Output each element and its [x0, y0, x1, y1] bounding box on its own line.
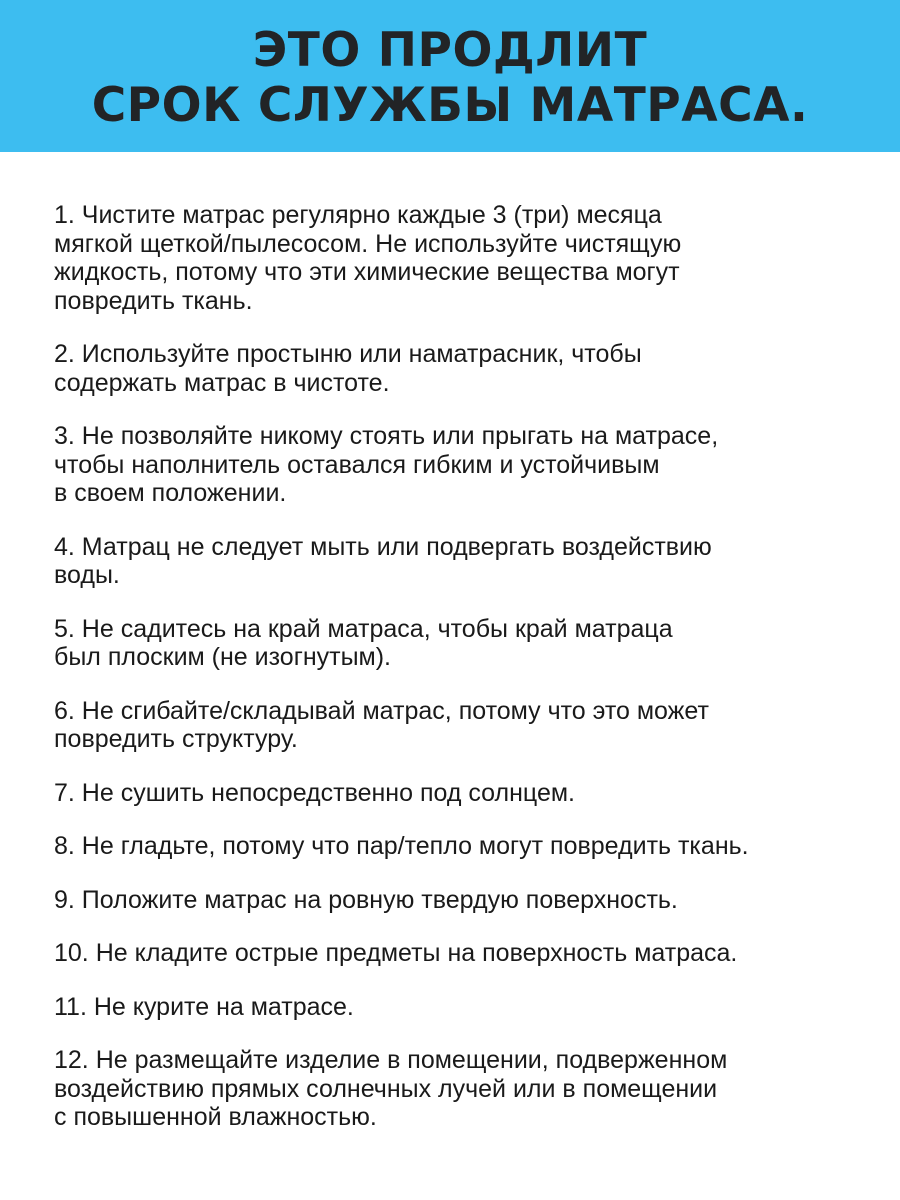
instruction-text-line: воздействию прямых солнечных лучей или в помещении: [54, 1074, 718, 1103]
instruction-item-12: [54, 1046, 894, 1132]
instruction-item-4: [54, 533, 894, 590]
instruction-item-1: [54, 201, 894, 315]
instruction-text-line: 5. Не садитесь на край матраса, чтобы край матраца: [54, 614, 673, 643]
instruction-text-line: 8. Не гладьте, потому что пар/тепло могут повредить ткань.: [54, 832, 749, 860]
header-title-line-1: ЭТО ПРОДЛИТ: [252, 23, 648, 78]
instruction-text-line: 7. Не сушить непосредственно под солнцем.: [54, 778, 575, 807]
instruction-text-line: мягкой щеткой/пылесосом. Не используйте чистящую: [54, 229, 682, 258]
instruction-item-6: [54, 697, 894, 754]
instruction-text-line: 4. Матрац не следует мыть или подвергать воздействию: [54, 532, 712, 561]
instruction-text-line: 10. Не кладите острые предметы на поверхность матраса.: [54, 939, 738, 967]
instruction-text-line: 11. Не курите на матрасе.: [54, 992, 354, 1021]
instruction-item-11: [54, 993, 894, 1022]
instruction-text-line: 12. Не размещайте изделие в помещении, подверженном: [54, 1046, 728, 1074]
instruction-text-line: с повышенной влажностью.: [54, 1103, 377, 1131]
header-banner: [0, 0, 900, 152]
instruction-item-7: [54, 779, 894, 808]
instruction-item-10: [54, 939, 894, 968]
instruction-item-3: [54, 422, 894, 508]
instruction-text-line: 3. Не позволяйте никому стоять или прыгать на матрасе,: [54, 422, 719, 450]
instruction-text-line: 2. Используйте простыню или наматрасник, чтобы: [54, 340, 642, 368]
instruction-text-line: чтобы наполнитель оставался гибким и устойчивым: [54, 450, 660, 479]
instruction-text-line: воды.: [54, 561, 120, 589]
instruction-item-5: [54, 615, 894, 672]
instruction-text-line: 9. Положите матрас на ровную твердую поверхность.: [54, 885, 678, 914]
care-instructions-list: [54, 201, 894, 1157]
instruction-item-9: [54, 886, 894, 915]
instruction-text-line: повредить ткань.: [54, 286, 253, 315]
instruction-text-line: 6. Не сгибайте/складывай матрас, потому что это может: [54, 696, 709, 725]
instruction-item-2: [54, 340, 894, 397]
instruction-text-line: повредить структуру.: [54, 725, 298, 753]
instruction-text-line: был плоским (не изогнутым).: [54, 643, 391, 671]
instruction-text-line: 1. Чистите матрас регулярно каждые 3 (три) месяца: [54, 201, 662, 229]
instruction-text-line: жидкость, потому что эти химические вещества могут: [54, 258, 680, 286]
instruction-text-line: содержать матрас в чистоте.: [54, 368, 390, 397]
header-title-line-2: СРОК СЛУЖБЫ МАТРАСА.: [91, 78, 809, 133]
instruction-text-line: в своем положении.: [54, 479, 287, 507]
instruction-item-8: [54, 832, 894, 861]
